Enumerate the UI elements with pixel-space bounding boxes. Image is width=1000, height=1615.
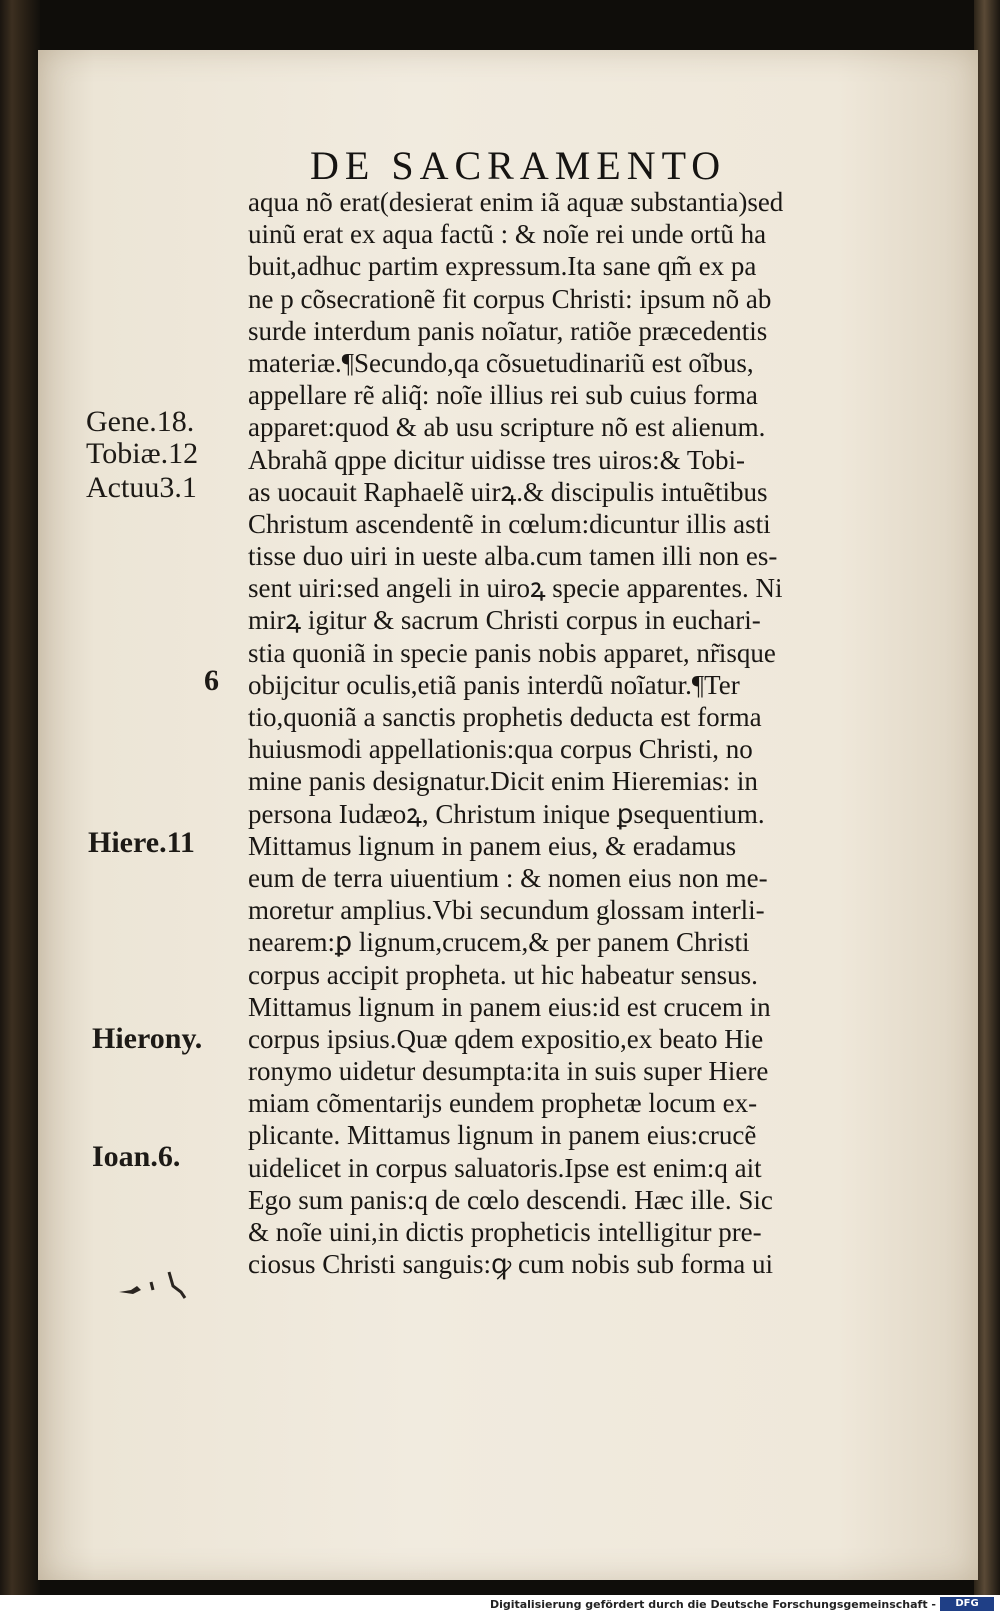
margin-note-hierony: Hierony. [92, 1022, 203, 1055]
text-line: uinũ erat ex aqua factũ : & noĩe rei unde ortũ ha [248, 219, 767, 250]
text-line: appellare rẽ aliq̃: noĩe illius rei sub cuius forma [248, 380, 758, 411]
book-spine [0, 0, 40, 1595]
margin-note-tobiae: Tobiæ.12 [86, 437, 199, 470]
text-line: uidelicet in corpus saluatoris.Ipse est enim:q ait [248, 1152, 762, 1183]
footer-credit: Digitalisierung gefördert durch die Deutsche Forschungsgemeinschaft - [489, 1598, 936, 1611]
text-line: & noĩe uini,in dictis propheticis intelligitur pre- [248, 1217, 762, 1247]
margin-note-six: 6 [204, 664, 219, 697]
text-line: corpus ipsius.Quæ qdem expositio,ex beato Hie [248, 1023, 764, 1054]
margin-note-actuum: Actuu3.1 [86, 471, 197, 504]
text-line: buit,adhuc partim expressum.Ita sane qm̃ ex pa [248, 251, 757, 282]
text-line: sent uiri:sed angeli in uiroꝝ specie apparentes. Ni [248, 573, 783, 604]
text-line: apparet:quod & ab usu scripture nõ est alienum. [248, 412, 766, 443]
text-line: tio,quoniã a sanctis prophetis deducta est forma [248, 702, 762, 732]
dfg-logo: DFG [940, 1597, 994, 1611]
text-line: Mittamus lignum in panem eius, & eradamus [248, 830, 737, 861]
text-line: tisse duo uiri in ueste alba.cum tamen illi non es- [248, 541, 778, 572]
text-line: mirꝝ igitur & sacrum Christi corpus in euchari- [248, 605, 761, 636]
text-line: stia quoniã in specie panis nobis apparet, nr̃isque [248, 637, 776, 668]
text-line: ne p cõsecrationẽ fit corpus Christi: ipsum nõ ab [248, 283, 772, 314]
text-line: aqua nõ erat(desierat enim iã aquæ substantia)sed [248, 187, 784, 217]
text-line: plicante. Mittamus lignum in panem eius:crucẽ [248, 1120, 757, 1151]
text-line: nearem:ꝑ lignum,crucem,& per panem Christi [248, 927, 750, 958]
text-line: obijcitur oculis,etiã panis interdũ noĩatur.¶Ter [248, 669, 740, 700]
text-line: Mittamus lignum in panem eius:id est crucem in [248, 991, 771, 1022]
text-line: miam cõmentarijs eundem prophetæ locum ex- [248, 1088, 758, 1119]
text-line: eum de terra uiuentium : & nomen eius non me- [248, 862, 768, 893]
text-line: surde interdum panis noĩatur, ratiõe præcedentis [248, 315, 768, 346]
main-text-block [248, 186, 918, 1280]
margin-note-hiere: Hiere.11 [88, 826, 195, 859]
text-line: Ego sum panis:q de cœlo descendi. Hæc ille. Sic [248, 1184, 773, 1215]
text-line: ciosus Christi sanguis:ꝙ cum nobis sub forma ui [248, 1249, 774, 1280]
text-line: huiusmodi appellationis:qua corpus Christi, no [248, 734, 753, 765]
text-line: persona Iudæoꝝ, Christum inique ꝑsequentium. [248, 798, 765, 829]
text-line: Christum ascendentẽ in cœlum:dicuntur illis asti [248, 508, 771, 539]
text-line: Abrahã qppe dicitur uidisse tres uiros:& Tobi- [248, 444, 746, 475]
text-line: materiæ.¶Secundo,qa cõsuetudinariũ est oĩbus, [248, 347, 754, 378]
text-line: moretur amplius.Vbi secundum glossam interli- [248, 895, 765, 926]
margin-note-gene: Gene.18. [86, 405, 195, 438]
hand-mark-icon [115, 1268, 205, 1308]
margin-note-ioan: Ioan.6. [92, 1140, 181, 1173]
page-heading: DE SACRAMENTO [310, 143, 727, 188]
text-line: ronymo uidetur desumpta:ita in suis super Hiere [248, 1056, 769, 1087]
text-line: mine panis designatur.Dicit enim Hieremias: in [248, 766, 758, 797]
text-line: corpus accipit propheta. ut hic habeatur sensus. [248, 959, 758, 990]
text-line: as uocauit Raphaelẽ uirꝝ.& discipulis intuẽtibus [248, 476, 768, 507]
